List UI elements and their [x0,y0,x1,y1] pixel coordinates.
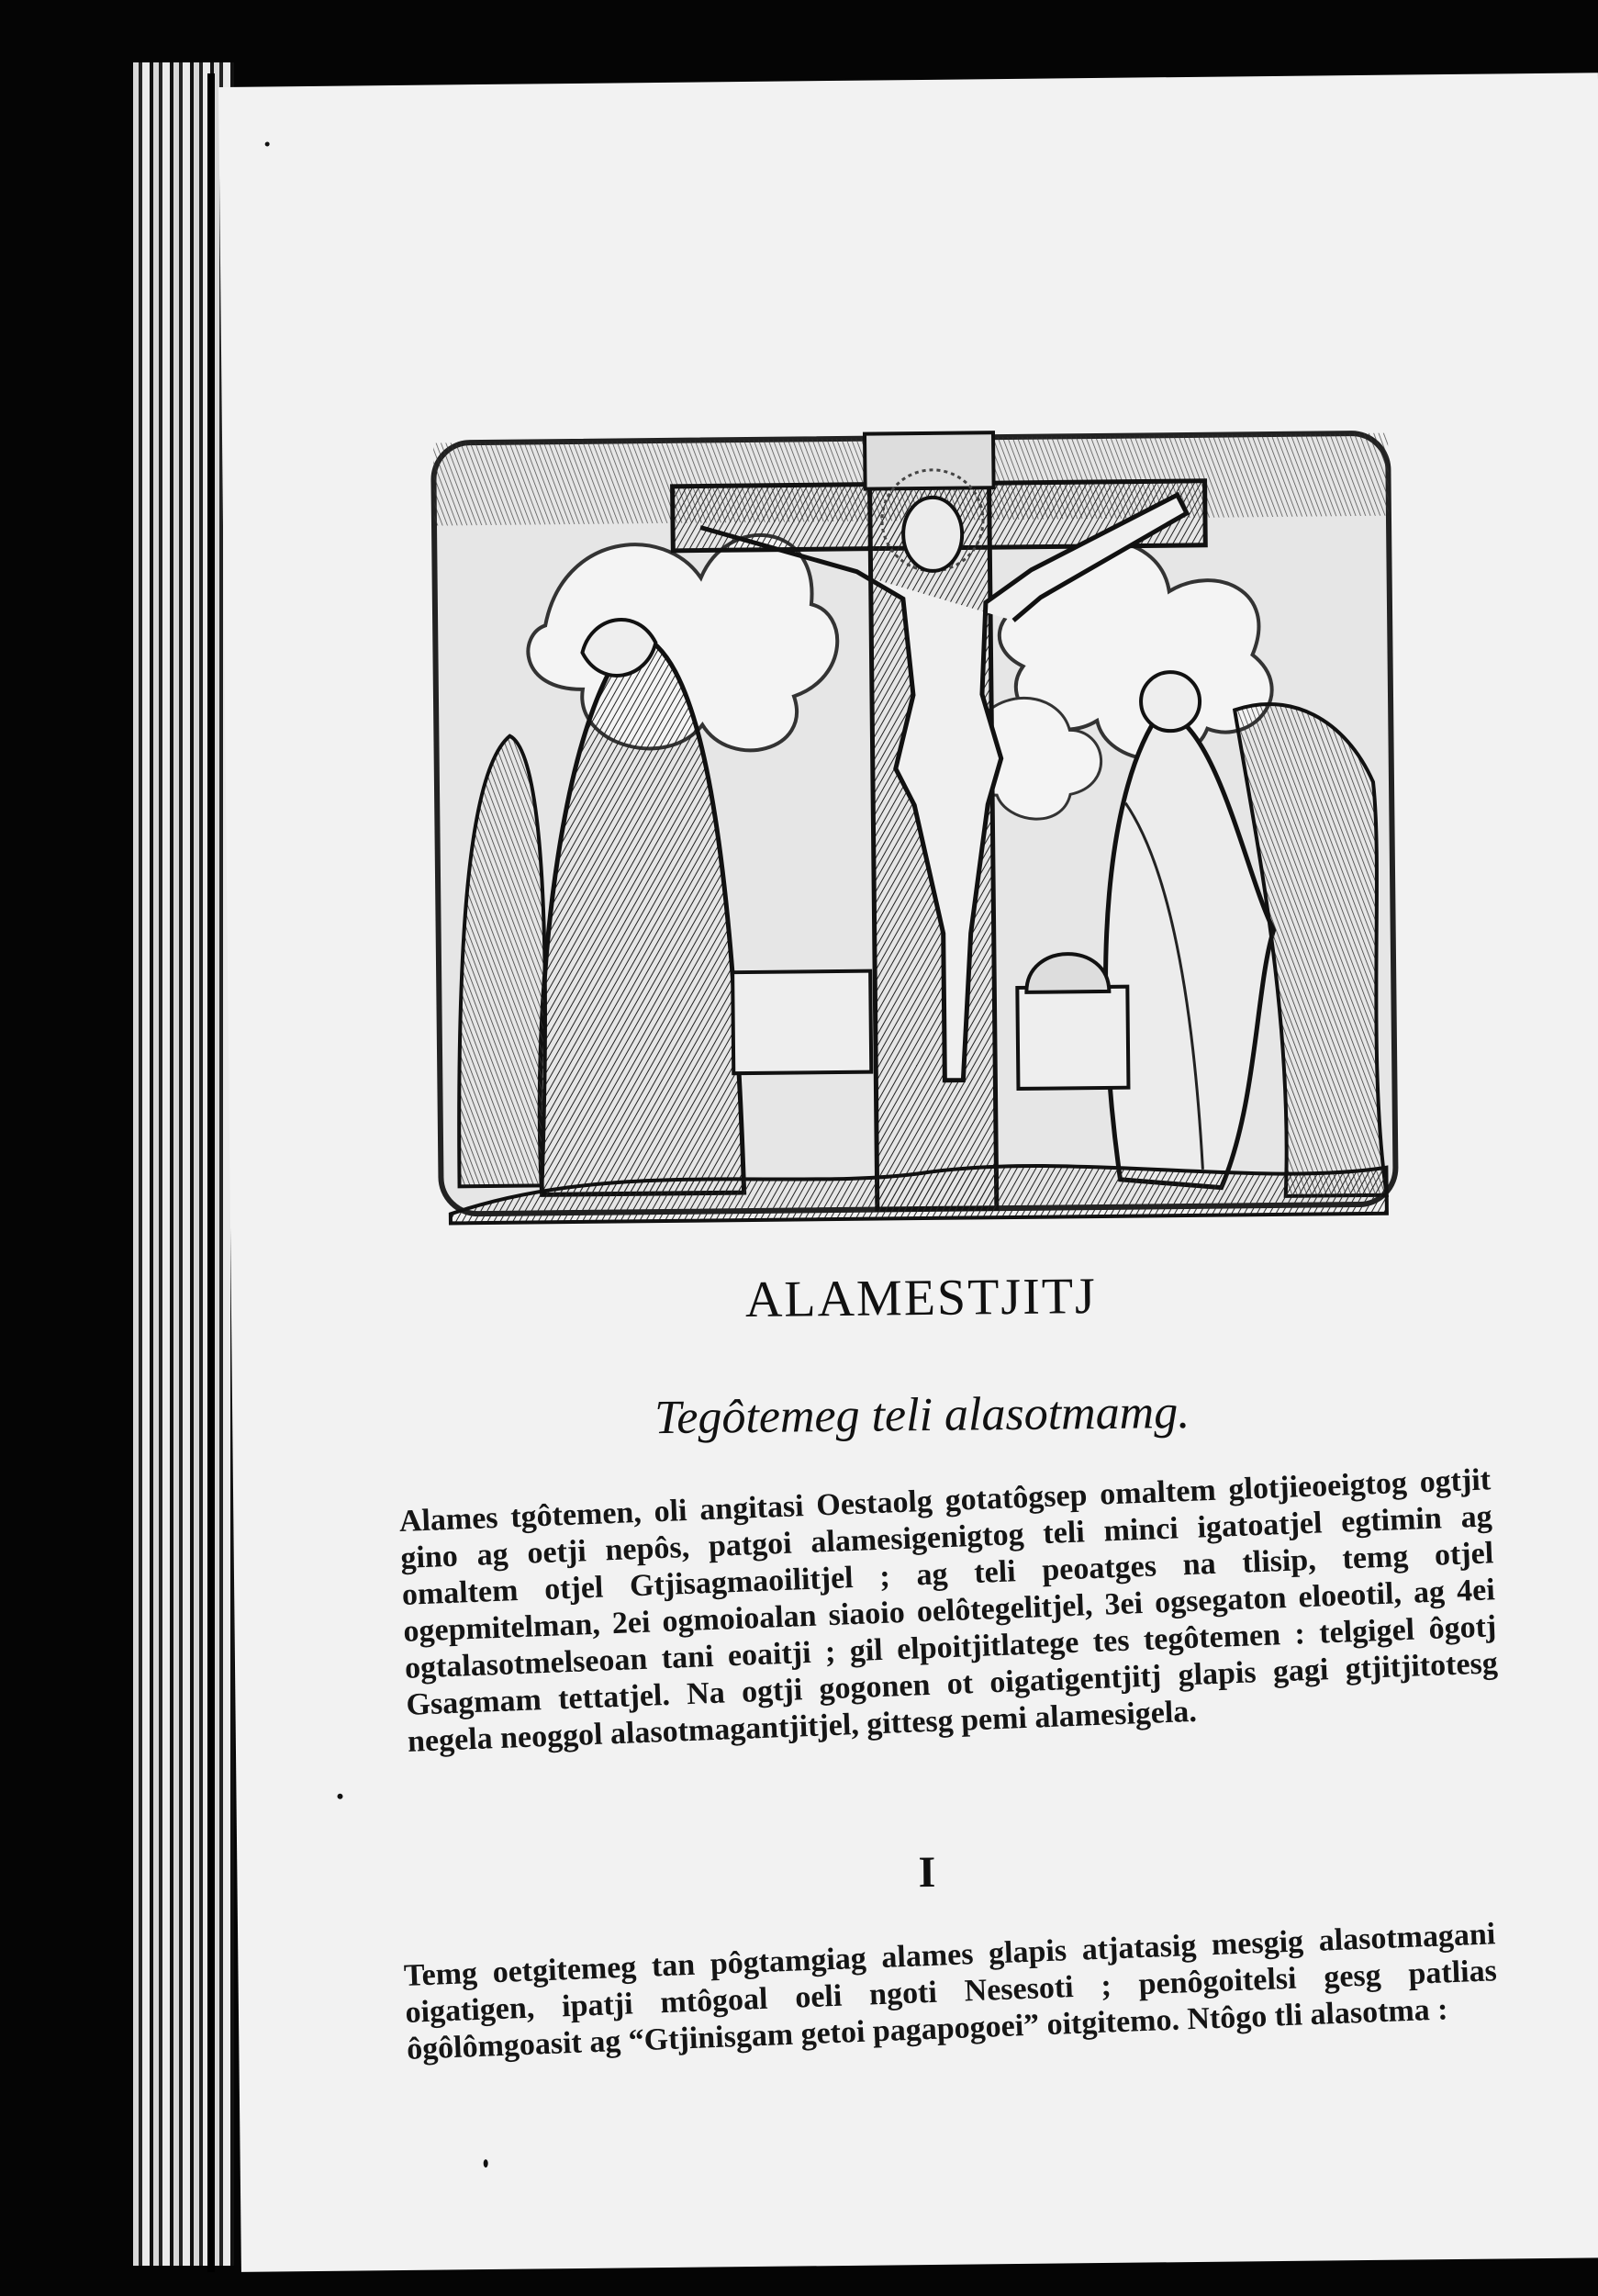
binding-edge [207,73,215,2272]
speck [265,141,270,146]
body-paragraph-2: Temg oetgitemeg tan pôgtamgiag alames glapis atjatasig mesgig alasotmagani oigatigen, ipatji mtôgoal oeli ngoti Nesesoti ; penôgoitelsi gesg patlias ôgôlômgoasit ag “Gtjinisgam getoi pagapogoei” oitgitemo. Ntôgo tli alasotma : [403,1917,1498,2066]
section-number: I [918,1847,936,1898]
chapter-subtitle: Tegôtemeg teli alasotmamg. [654,1385,1190,1445]
page-edges [133,62,234,2266]
chapter-title: ALAMESTJITJ [744,1268,1098,1329]
speck [484,2159,488,2167]
speck [337,1794,342,1799]
book-page [218,73,1598,2272]
crucifixion-engraving [424,415,1405,1233]
body-paragraph-1: Alames tgôtemen, oli angitasi Oestaolg gotatôgsep omaltem glotjieoeigtog ogtjit gino ag oetji nepôs, patgoi alamesigenigtog teli minci igatoatjel egtimin ag omaltem otjel Gtjisagmaoilitjel ; ag teli peoatges na tlisip, temg otjel ogepmitelman, 2ei ogmoioalan siaoio oelôtegelitjel, 3ei ogsegaton eloeotil, ag 4ei ogtalasotmelseoan tani eoaitji ; gil elpoitjitlatege tes tegôtemen : telgigel ôgotj Gsagmam tettatjel. Na ogtji gogonen ot oigatigentjitj glapis gagi gtjitjitotesg negela neoggol alasotmagantjitjel, gittesg pemi alamesigela. [398,1462,1499,1759]
